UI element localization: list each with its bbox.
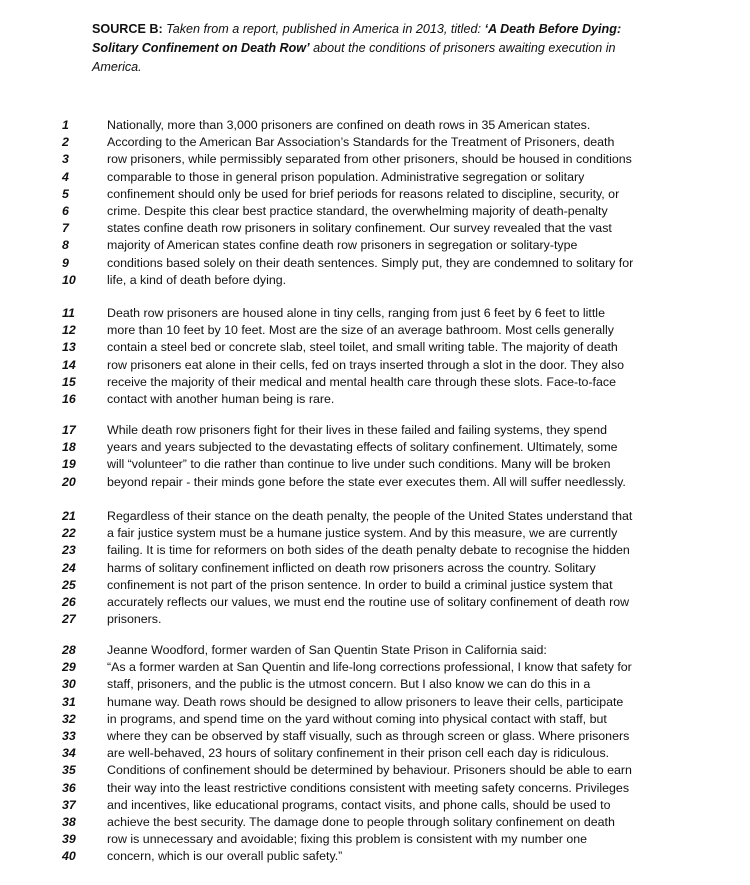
text-line [0, 577, 750, 594]
source-title: ‘A Death Before Dying: Solitary Confinement on Death Row’ [92, 22, 622, 55]
text-line [0, 525, 750, 542]
text-line [0, 474, 750, 491]
line-text: Death row prisoners are housed alone in tiny cells, ranging from just 6 feet by 6 feet to little [107, 306, 605, 320]
text-line [0, 508, 750, 525]
line-number: 33 [62, 728, 76, 743]
line-text: accurately reflects our values, we must end the routine use of solitary confinement of death row [107, 594, 630, 609]
line-text: row prisoners eat alone in their cells, fed on trays inserted through a slot in the door. They also [107, 357, 625, 372]
line-text: “As a former warden at San Quentin and life-long corrections professional, I know that safety for [107, 660, 632, 675]
line-number: 32 [62, 711, 76, 726]
line-text: harms of solitary confinement inflicted on death row prisoners across the country. Solitary [107, 560, 596, 575]
line-text: life, a kind of death before dying. [107, 272, 287, 287]
line-number: 24 [62, 560, 76, 575]
line-text: achieve the best security. The damage done to people through solitary confinement on death [107, 814, 615, 829]
line-number: 18 [62, 440, 76, 455]
text-line [0, 305, 750, 322]
text-line [0, 117, 750, 134]
line-number: 30 [62, 677, 76, 692]
text-line [0, 642, 750, 659]
line-text: receive the majority of their medical and mental health care through these slots. Face-to-face [107, 374, 616, 389]
text-line [0, 357, 750, 374]
line-text: more than 10 feet by 10 feet. Most are the size of an average bathroom. Most cells generally [107, 323, 614, 338]
line-text: staff, prisoners, and the public is the utmost concern. But I also know we can do this in a [107, 677, 591, 692]
line-number: 14 [62, 357, 76, 372]
paragraph-3 [0, 422, 750, 491]
line-number: 37 [62, 797, 76, 812]
line-text: confinement is not part of the prison sentence. In order to build a criminal justice system that [107, 577, 613, 592]
line-text: crime. Despite this clear best practice standard, the overwhelming majority of death-penalty [107, 203, 608, 218]
text-line [0, 594, 750, 611]
line-number: 34 [62, 746, 76, 761]
text-line [0, 134, 750, 151]
line-number: 11 [62, 306, 75, 320]
text-line [0, 322, 750, 339]
text-line [0, 220, 750, 237]
text-line [0, 814, 750, 831]
line-text: Conditions of confinement should be determined by behaviour. Prisoners should be able to earn [107, 763, 632, 778]
line-number: 16 [62, 391, 76, 406]
line-text: where they can be observed by staff visually, such as through screen or glass. Where prisoners [107, 728, 630, 743]
line-number: 31 [62, 694, 76, 709]
line-text: conditions based solely on their death sentences. Simply put, they are condemned to solitary for [107, 255, 634, 270]
line-text: contact with another human being is rare. [107, 391, 335, 406]
text-line [0, 745, 750, 762]
line-number: 39 [62, 832, 76, 847]
text-line [0, 797, 750, 814]
text-line [0, 762, 750, 779]
text-line [0, 186, 750, 203]
line-number: 2 [62, 135, 69, 150]
source-header [92, 20, 652, 77]
line-number: 36 [62, 780, 76, 795]
line-number: 26 [62, 594, 76, 609]
line-text: are well-behaved, 23 hours of solitary confinement in their prison cell each day is ridiculous. [107, 746, 610, 761]
line-text: humane way. Death rows should be designed to allow prisoners to leave their cells, participate [107, 694, 624, 709]
text-line [0, 391, 750, 408]
text-line [0, 272, 750, 289]
text-line [0, 728, 750, 745]
paragraph-4 [0, 508, 750, 628]
line-text: Regardless of their stance on the death penalty, the people of the United States understand that [107, 509, 633, 523]
line-text: their way into the least restrictive conditions consistent with meeting safety concerns. Privileges [107, 780, 630, 795]
line-text: states confine death row prisoners in solitary confinement. Our survey revealed that the vast [107, 221, 612, 236]
line-text: concern, which is our overall public safety.” [107, 849, 343, 864]
paragraph-1 [0, 117, 750, 289]
text-line [0, 203, 750, 220]
line-number: 21 [62, 509, 76, 523]
line-number: 20 [62, 474, 76, 489]
line-text: will “volunteer” to die rather than continue to live under such conditions. Many will be broken [107, 457, 611, 472]
line-text: Jeanne Woodford, former warden of San Quentin State Prison in California said: [107, 643, 547, 657]
text-line [0, 255, 750, 272]
line-number: 9 [62, 255, 69, 270]
line-number: 3 [62, 152, 69, 167]
line-text: While death row prisoners fight for their lives in these failed and failing systems, they spend [107, 423, 608, 437]
source-description: about the conditions of prisoners awaiting execution in America. [92, 41, 616, 74]
line-number: 27 [62, 612, 76, 627]
text-line [0, 456, 750, 473]
line-number: 8 [62, 238, 69, 253]
line-number: 13 [62, 340, 76, 355]
line-text: majority of American states confine death row prisoners in segregation or solitary-type [107, 238, 578, 253]
source-label: SOURCE B: [92, 22, 163, 36]
text-line [0, 237, 750, 254]
line-text: in programs, and spend time on the yard without coming into physical contact with staff, but [107, 711, 607, 726]
line-text: Nationally, more than 3,000 prisoners are confined on death rows in 35 American states. [107, 118, 591, 132]
line-number: 10 [62, 272, 76, 287]
text-line [0, 439, 750, 456]
text-line [0, 169, 750, 186]
text-line [0, 676, 750, 693]
text-line [0, 560, 750, 577]
line-number: 12 [62, 323, 76, 338]
line-number: 17 [62, 423, 76, 437]
line-text: beyond repair - their minds gone before the state ever executes them. All will suffer needlessly. [107, 474, 626, 489]
text-line [0, 694, 750, 711]
text-line [0, 659, 750, 676]
text-line [0, 611, 750, 628]
line-number: 4 [62, 169, 69, 184]
line-text: years and years subjected to the devastating effects of solitary confinement. Ultimately, some [107, 440, 618, 455]
line-number: 38 [62, 814, 76, 829]
line-text: a fair justice system must be a humane justice system. And by this measure, we are currently [107, 526, 618, 541]
line-number: 6 [62, 203, 69, 218]
text-line [0, 422, 750, 439]
line-number: 5 [62, 186, 69, 201]
text-line [0, 780, 750, 797]
line-number: 23 [62, 543, 76, 558]
text-line [0, 711, 750, 728]
text-line [0, 151, 750, 168]
line-text: contain a steel bed or concrete slab, steel toilet, and small writing table. The majority of death [107, 340, 618, 355]
text-line [0, 848, 750, 865]
line-number: 28 [62, 643, 76, 657]
line-text: and incentives, like educational programs, contact visits, and phone calls, should be used to [107, 797, 611, 812]
paragraph-2 [0, 305, 750, 408]
line-number: 25 [62, 577, 76, 592]
line-number: 1 [62, 118, 69, 132]
text-line [0, 374, 750, 391]
line-text: prisoners. [107, 612, 162, 627]
paragraph-5 [0, 642, 750, 865]
line-number: 15 [62, 374, 76, 389]
line-number: 7 [62, 221, 69, 236]
line-text: comparable to those in general prison population. Administrative segregation or solitary [107, 169, 585, 184]
line-text: failing. It is time for reformers on both sides of the death penalty debate to recognise the hidden [107, 543, 630, 558]
line-number: 29 [62, 660, 76, 675]
text-line [0, 542, 750, 559]
line-number: 19 [62, 457, 76, 472]
line-text: confinement should only be used for brief periods for reasons related to discipline, security, or [107, 186, 620, 201]
source-intro: Taken from a report, published in America in 2013, titled: [162, 22, 485, 36]
line-text: row is unnecessary and avoidable; fixing this problem is consistent with my number one [107, 832, 588, 847]
line-number: 22 [62, 526, 76, 541]
line-number: 40 [62, 849, 76, 864]
line-number: 35 [62, 763, 76, 778]
text-line [0, 339, 750, 356]
line-text: According to the American Bar Association’s Standards for the Treatment of Prisoners, death [107, 135, 615, 150]
line-text: row prisoners, while permissibly separated from other prisoners, should be housed in conditions [107, 152, 632, 167]
text-line [0, 831, 750, 848]
